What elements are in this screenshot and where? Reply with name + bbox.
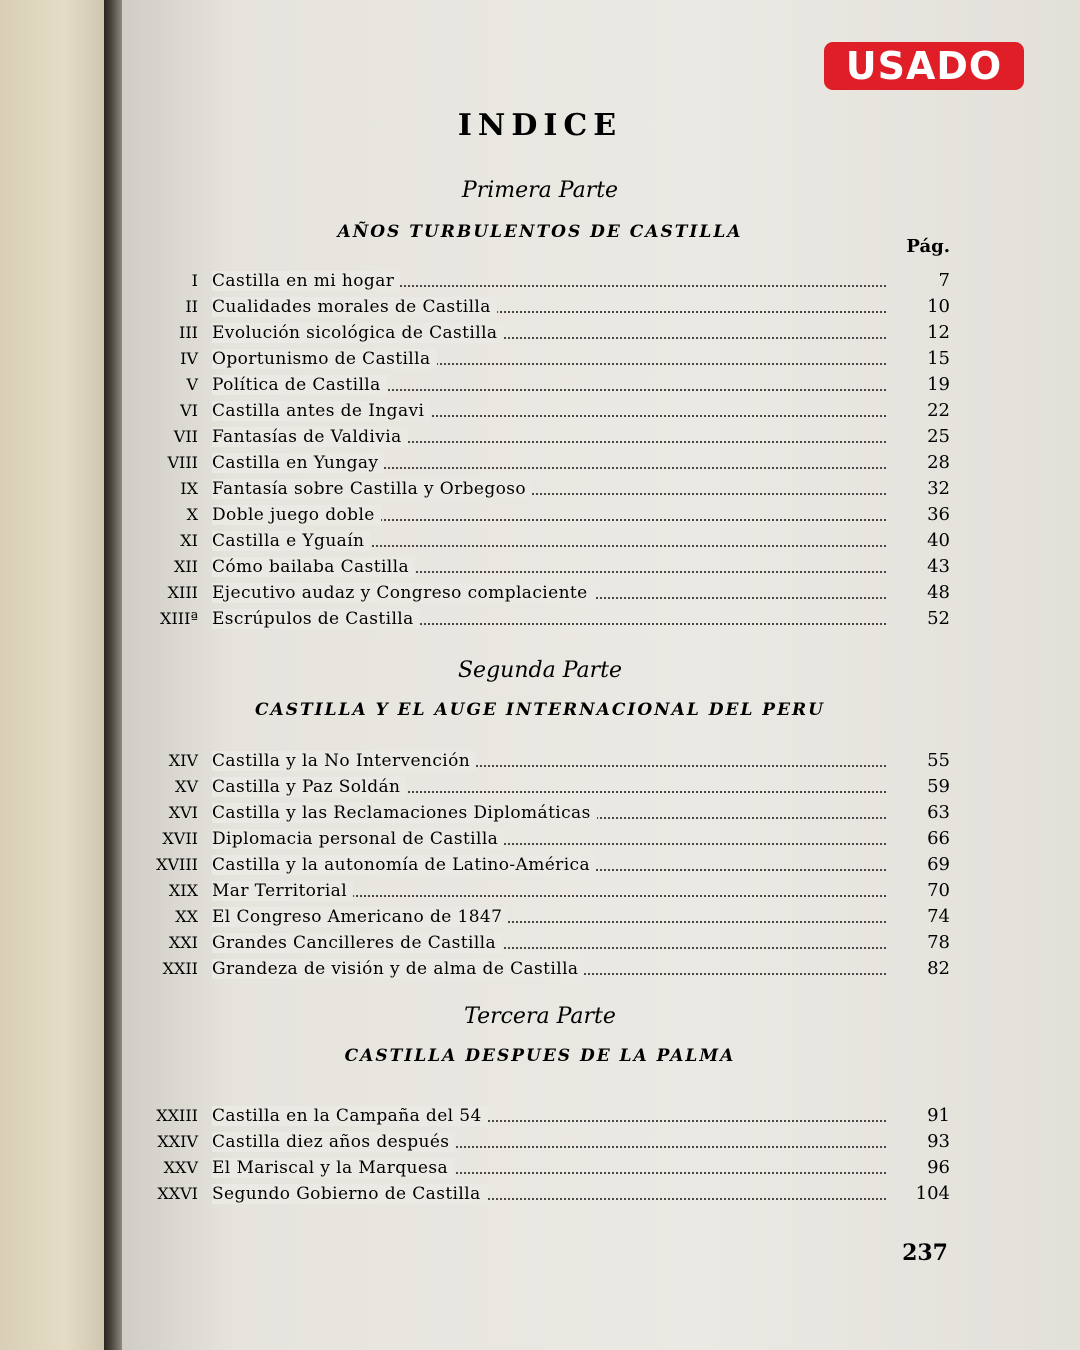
chapter-title: Castilla y la autonomía de Latino-América <box>212 855 596 875</box>
chapter-number: XIIIª <box>160 609 198 628</box>
chapter-title: Castilla antes de Ingavi <box>212 401 430 421</box>
chapter-number: XIX <box>168 881 198 900</box>
chapter-number: XII <box>173 557 198 576</box>
toc-entry <box>150 774 950 800</box>
chapter-number: XVII <box>162 829 198 848</box>
chapter-number: II <box>185 297 198 316</box>
chapter-number: IV <box>180 349 198 368</box>
chapter-number: XXIII <box>156 1106 198 1125</box>
toc-entry <box>150 1103 950 1129</box>
toc-entry <box>150 878 950 904</box>
page-ref: 91 <box>927 1105 950 1126</box>
chapter-number: V <box>186 375 198 394</box>
page-ref: 19 <box>927 374 950 395</box>
toc-entry <box>150 580 950 606</box>
page-ref: 7 <box>938 270 950 291</box>
page-ref: 48 <box>927 582 950 603</box>
chapter-title: Ejecutivo audaz y Congreso complaciente <box>212 583 594 603</box>
chapter-title: Fantasía sobre Castilla y Orbegoso <box>212 479 532 499</box>
toc-entry <box>150 1155 950 1181</box>
page-ref: 40 <box>927 530 950 551</box>
toc-entry <box>150 800 950 826</box>
toc-entry <box>150 502 950 528</box>
chapter-number: XXIV <box>157 1132 198 1151</box>
chapter-title: Mar Territorial <box>212 881 353 901</box>
page-ref: 63 <box>927 802 950 823</box>
chapter-number: XV <box>175 777 198 796</box>
chapter-title: Escrúpulos de Castilla <box>212 609 420 629</box>
index-title: INDICE <box>457 108 623 143</box>
chapter-title: El Mariscal y la Marquesa <box>212 1158 454 1178</box>
toc-entry <box>150 826 950 852</box>
toc-entry <box>150 424 950 450</box>
page-ref: 69 <box>927 854 950 875</box>
toc-entry <box>150 346 950 372</box>
toc-entry <box>150 852 950 878</box>
chapter-title: Segundo Gobierno de Castilla <box>212 1184 487 1204</box>
chapter-number: XXI <box>168 933 198 952</box>
toc-entry <box>150 398 950 424</box>
part-1-subheading: AÑOS TURBULENTOS DE CASTILLA <box>337 222 743 242</box>
chapter-title: Grandeza de visión y de alma de Castilla <box>212 959 584 979</box>
chapter-title: Castilla e Yguaín <box>212 531 370 551</box>
toc-entry <box>150 476 950 502</box>
page-ref: 22 <box>927 400 950 421</box>
chapter-number: XXII <box>162 959 198 978</box>
page-ref: 43 <box>927 556 950 577</box>
toc-entry <box>150 268 950 294</box>
chapter-title: Castilla en mi hogar <box>212 271 400 291</box>
chapter-number: I <box>191 271 198 290</box>
page-ref: 104 <box>915 1183 950 1204</box>
chapter-title: Fantasías de Valdivia <box>212 427 408 447</box>
chapter-number: XXVI <box>157 1184 198 1203</box>
chapter-title: Oportunismo de Castilla <box>212 349 437 369</box>
page-ref: 10 <box>927 296 950 317</box>
chapter-title: Diplomacia personal de Castilla <box>212 829 504 849</box>
chapter-title: Evolución sicológica de Castilla <box>212 323 503 343</box>
used-badge: USADO <box>824 42 1024 90</box>
chapter-number: X <box>186 505 198 524</box>
toc-entry <box>150 294 950 320</box>
chapter-number: XXV <box>163 1158 198 1177</box>
chapter-title: Política de Castilla <box>212 375 387 395</box>
chapter-title: Castilla y Paz Soldán <box>212 777 406 797</box>
page-number: 237 <box>902 1240 948 1266</box>
chapter-number: XVI <box>168 803 198 822</box>
toc-entry <box>150 320 950 346</box>
chapter-title: Cualidades morales de Castilla <box>212 297 497 317</box>
part-2-subheading: CASTILLA Y EL AUGE INTERNACIONAL DEL PERU <box>254 700 826 720</box>
chapter-number: XVIII <box>156 855 198 874</box>
chapter-number: III <box>179 323 198 342</box>
chapter-title: Castilla en Yungay <box>212 453 384 473</box>
page-ref: 70 <box>927 880 950 901</box>
part-2-heading: Segunda Parte <box>457 658 622 683</box>
toc-entry <box>150 528 950 554</box>
page-ref: 74 <box>927 906 950 927</box>
toc-entry <box>150 956 950 982</box>
page-ref: 55 <box>927 750 950 771</box>
toc-entry <box>150 450 950 476</box>
chapter-title: Castilla en la Campaña del 54 <box>212 1106 488 1126</box>
page-column-label: Pág. <box>906 236 950 257</box>
toc-entry <box>150 554 950 580</box>
page-ref: 96 <box>927 1157 950 1178</box>
part-1-heading: Primera Parte <box>461 178 619 203</box>
chapter-number: VIII <box>167 453 198 472</box>
chapter-number: VI <box>180 401 198 420</box>
chapter-title: Castilla y las Reclamaciones Diplomáticas <box>212 803 597 823</box>
page-ref: 66 <box>927 828 950 849</box>
page-ref: 32 <box>927 478 950 499</box>
page-ref: 52 <box>927 608 950 629</box>
page-ref: 82 <box>927 958 950 979</box>
page-ref: 15 <box>927 348 950 369</box>
page-ref: 59 <box>927 776 950 797</box>
toc-entry <box>150 606 950 632</box>
toc-entry <box>150 372 950 398</box>
page-ref: 12 <box>927 322 950 343</box>
chapter-title: Grandes Cancilleres de Castilla <box>212 933 502 953</box>
part-3-subheading: CASTILLA DESPUES DE LA PALMA <box>344 1046 736 1066</box>
chapter-title: Doble juego doble <box>212 505 381 525</box>
chapter-number: XX <box>175 907 198 926</box>
chapter-title: El Congreso Americano de 1847 <box>212 907 508 927</box>
chapter-number: XI <box>180 531 198 550</box>
chapter-title: Cómo bailaba Castilla <box>212 557 415 577</box>
page-ref: 78 <box>927 932 950 953</box>
toc-entry <box>150 1129 950 1155</box>
toc-entry <box>150 748 950 774</box>
chapter-title: Castilla y la No Intervención <box>212 751 476 771</box>
chapter-number: XIV <box>168 751 198 770</box>
page-ref: 36 <box>927 504 950 525</box>
toc-entry <box>150 930 950 956</box>
chapter-number: VII <box>173 427 198 446</box>
part-3-heading: Tercera Parte <box>464 1004 616 1029</box>
toc-entry <box>150 1181 950 1207</box>
chapter-number: IX <box>180 479 198 498</box>
page-ref: 28 <box>927 452 950 473</box>
chapter-number: XIII <box>167 583 198 602</box>
chapter-title: Castilla diez años después <box>212 1132 455 1152</box>
page-ref: 93 <box>927 1131 950 1152</box>
page-ref: 25 <box>927 426 950 447</box>
toc-entry <box>150 904 950 930</box>
